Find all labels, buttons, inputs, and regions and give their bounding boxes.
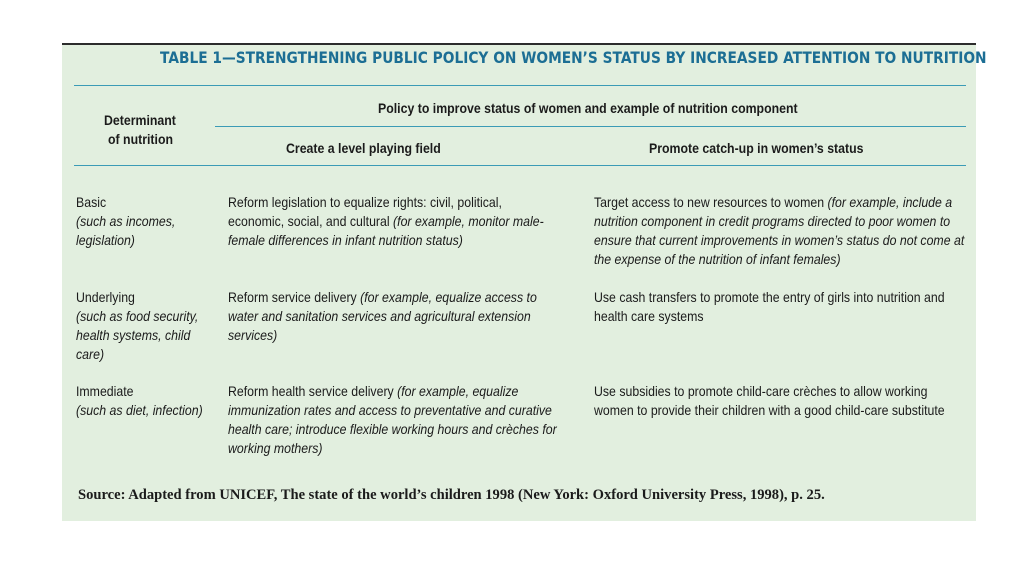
table-row-underlying-level bbox=[228, 288, 558, 345]
catchup-example: (for example, include a nutrition component in credit programs directed to poor women to ensure that current improvements in women’s status do not come at the expense of the nutrition of infant females) bbox=[594, 194, 965, 267]
catchup-text: Target access to new resources to women bbox=[594, 194, 825, 210]
header-bottom-rule bbox=[74, 165, 966, 166]
table-row-immediate-level bbox=[228, 382, 558, 458]
header-top-rule bbox=[74, 85, 966, 86]
header-col-catch-up: Promote catch-up in women’s status bbox=[649, 140, 864, 156]
determinant-example: (such as food security, health systems, child care) bbox=[76, 308, 199, 362]
determinant-label: Immediate bbox=[76, 383, 134, 399]
table-row-underlying-determinant bbox=[76, 288, 204, 364]
table-row-basic-level bbox=[228, 193, 558, 250]
header-col-level-playing-field: Create a level playing field bbox=[286, 140, 441, 156]
table-panel bbox=[62, 43, 987, 521]
determinant-label: Underlying bbox=[76, 289, 135, 305]
level-example: (for example, equalize access to water and sanitation services and agricultural extension services) bbox=[228, 289, 537, 343]
table-row-immediate-determinant bbox=[76, 382, 204, 420]
determinant-example: (such as incomes, legislation) bbox=[76, 213, 176, 248]
table-row-immediate-catchup bbox=[594, 382, 970, 420]
catchup-text: Use cash transfers to promote the entry of girls into nutrition and health care systems bbox=[594, 289, 945, 324]
source-note: Source: Adapted from UNICEF, The state of the world’s children 1998 (New York: Oxford University Press, 1998), p. 25. bbox=[78, 487, 825, 503]
header-determinant-line1: Determinant bbox=[104, 112, 176, 128]
determinant-label: Basic bbox=[76, 194, 107, 210]
level-text: Reform service delivery bbox=[228, 289, 357, 305]
table-title: TABLE 1—STRENGTHENING PUBLIC POLICY ON WOMEN’S STATUS BY INCREASED ATTENTION TO NUTRITION bbox=[160, 48, 987, 67]
header-policy-group: Policy to improve status of women and example of nutrition component bbox=[378, 100, 798, 116]
level-text: Reform health service delivery bbox=[228, 383, 394, 399]
table-row-basic-catchup bbox=[594, 193, 970, 269]
level-example: (for example, equalize immunization rates and access to preventative and curative health care; introduce flexible working hours and crèches for working mothers) bbox=[228, 383, 557, 456]
level-example: (for example, monitor male-female differences in infant nutrition status) bbox=[228, 213, 544, 248]
header-determinant-line2: of nutrition bbox=[108, 131, 174, 147]
level-text: Reform legislation to equalize rights: civil, political, economic, social, and cultural bbox=[228, 194, 502, 229]
table-row-underlying-catchup bbox=[594, 288, 970, 326]
determinant-example: (such as diet, infection) bbox=[76, 402, 203, 418]
table-row-basic-determinant bbox=[76, 193, 204, 250]
catchup-text: Use subsidies to promote child-care crèches to allow working women to provide their children with a good child-care substitute bbox=[594, 383, 945, 418]
header-mid-rule bbox=[215, 126, 966, 127]
